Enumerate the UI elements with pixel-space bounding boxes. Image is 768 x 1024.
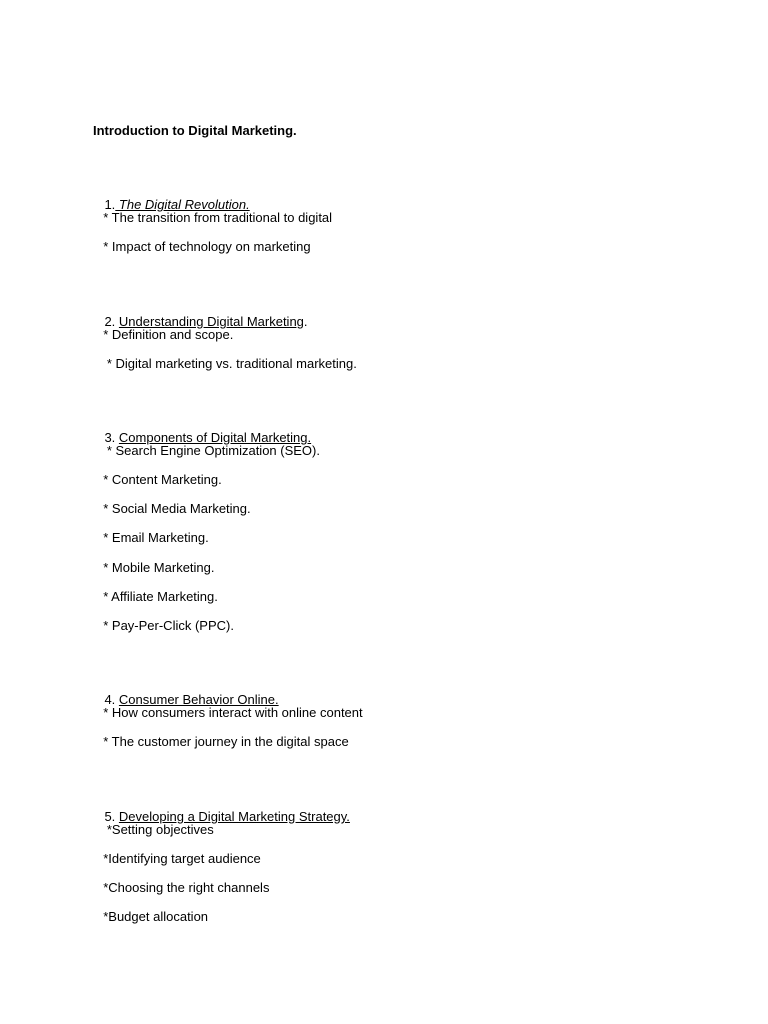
- section-number: 2.: [104, 314, 119, 329]
- section-number: 5.: [104, 809, 119, 824]
- section-title: Developing a Digital Marketing Strategy.: [118, 809, 350, 824]
- section-title: The Digital Revolution.: [115, 197, 250, 212]
- list-item: * Pay-Per-Click (PPC).: [96, 618, 234, 633]
- section-number: 4.: [104, 692, 119, 707]
- section-number: 3.: [104, 430, 119, 445]
- list-item: * Definition and scope.: [96, 327, 234, 342]
- section-trailing: .: [303, 314, 308, 329]
- list-item: * The transition from traditional to digital: [96, 210, 333, 225]
- list-item: * The customer journey in the digital space: [96, 734, 349, 749]
- list-item: * Content Marketing.: [96, 472, 222, 487]
- list-item: *Choosing the right channels: [96, 880, 270, 895]
- list-item: *Identifying target audience: [96, 851, 261, 866]
- list-item: * Search Engine Optimization (SEO).: [96, 443, 320, 458]
- list-item: * Digital marketing vs. traditional marketing.: [96, 356, 357, 371]
- list-item: * Impact of technology on marketing: [96, 239, 311, 254]
- list-item: * How consumers interact with online content: [96, 705, 363, 720]
- document-title: Introduction to Digital Marketing.: [93, 123, 297, 138]
- section-title: Understanding Digital Marketing: [118, 314, 304, 329]
- section-title: Components of Digital Marketing.: [118, 430, 312, 445]
- section-number: 1.: [104, 197, 116, 212]
- list-item: *Setting objectives: [96, 822, 214, 837]
- list-item: * Mobile Marketing.: [96, 560, 215, 575]
- list-item: *Budget allocation: [96, 909, 209, 924]
- list-item: * Social Media Marketing.: [96, 501, 251, 516]
- list-item: * Affiliate Marketing.: [96, 589, 218, 604]
- list-item: * Email Marketing.: [96, 530, 209, 545]
- section-title: Consumer Behavior Online.: [118, 692, 279, 707]
